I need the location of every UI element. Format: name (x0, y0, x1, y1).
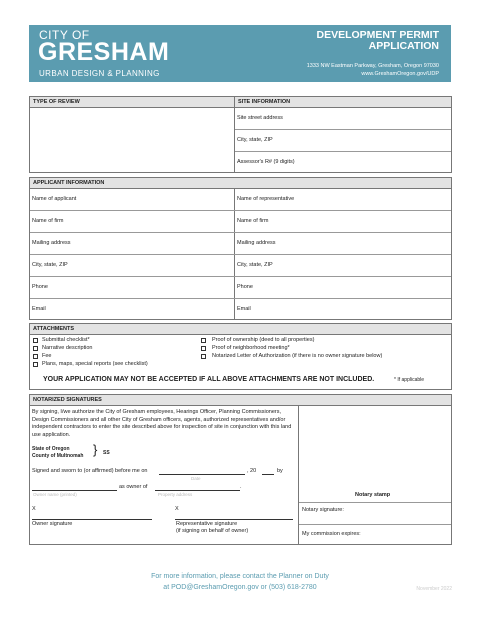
ss-label: SS (103, 450, 110, 456)
attach-authorization-label: Notarized Letter of Authorization (if there is no owner signature below) (212, 353, 383, 359)
footer-line1: For more information, please contact the Planner on Duty (151, 573, 329, 580)
form-date: November 2022 (416, 586, 452, 592)
commission-expires-label: My commission expires: (302, 531, 361, 537)
attach-neighborhood-label: Proof of neighborhood meeting* (212, 345, 290, 351)
checkbox-authorization[interactable] (201, 354, 206, 359)
owner-signature-line[interactable] (32, 519, 152, 520)
divider (30, 276, 451, 277)
owner-x-mark: X (32, 506, 36, 512)
applicant-email-label: Email (32, 306, 46, 312)
period-mark: . (240, 484, 242, 490)
property-address-hint: Property address (158, 492, 193, 497)
type-of-review-heading: TYPE OF REVIEW (29, 96, 235, 108)
if-applicable-note: * If applicable (394, 377, 425, 383)
divider (235, 129, 451, 130)
checkbox-narrative[interactable] (33, 346, 38, 351)
applicant-city-label: City, state, ZIP (32, 262, 68, 268)
notary-signature-label: Notary signature: (302, 507, 344, 513)
rep-name-label: Name of representative (237, 196, 295, 202)
site-information-heading: SITE INFORMATION (234, 96, 452, 108)
attach-submittal-label: Submittal checklist* (42, 337, 90, 343)
divider (30, 210, 451, 211)
rep-x-mark: X (175, 506, 179, 512)
checkbox-plans[interactable] (33, 362, 38, 367)
form-title-line1: DEVELOPMENT PERMIT (316, 29, 439, 41)
notary-stamp-label: Notary stamp (355, 492, 391, 498)
checkbox-neighborhood[interactable] (201, 346, 206, 351)
date-hint: Date (191, 476, 201, 481)
divider (30, 254, 451, 255)
applicant-mailing-label: Mailing address (32, 240, 71, 246)
owner-name-line[interactable] (32, 490, 117, 491)
form-title (239, 30, 439, 52)
header-banner (29, 25, 451, 82)
attach-ownership-label: Proof of ownership (deed to all properties) (212, 337, 315, 343)
sworn-label: Signed and sworn to (or affirmed) before me on (32, 468, 148, 474)
divider (30, 298, 451, 299)
notarized-heading: NOTARIZED SIGNATURES (29, 394, 452, 406)
attach-narrative-label: Narrative description (42, 345, 93, 351)
type-of-review-field[interactable] (29, 107, 235, 173)
site-city-label: City, state, ZIP (237, 137, 273, 143)
divider (30, 232, 451, 233)
rep-firm-label: Name of firm (237, 218, 269, 224)
year-prefix: , 20 (247, 468, 257, 474)
rep-signature-label: Representative signature (176, 521, 238, 527)
logo-department: URBAN DESIGN & PLANNING (39, 69, 160, 78)
logo-city-of: CITY OF (39, 28, 90, 42)
attachments-heading: ATTACHMENTS (29, 323, 452, 335)
rep-city-label: City, state, ZIP (237, 262, 273, 268)
owner-of-label: as owner of (119, 484, 148, 490)
divider (299, 502, 451, 503)
authorization-paragraph: By signing, I/we authorize the City of Gresham employees, Hearings Officer, Planning Commissioners, Design Commissioners and all other City of Gresham officers, agents, authorized representatives and/or independent contractors to enter the site described above for inspection of site in conjunction with this land use application. (32, 409, 292, 438)
applicant-firm-label: Name of firm (32, 218, 64, 224)
state-label: State of Oregon (32, 446, 70, 452)
applicant-phone-label: Phone (32, 284, 48, 290)
brace-icon: } (93, 442, 98, 457)
header-address: 1333 NW Eastman Parkway, Gresham, Oregon 97030 (306, 63, 439, 69)
header-url[interactable]: www.GreshamOregon.gov/UDP (361, 71, 439, 77)
checkbox-ownership[interactable] (201, 338, 206, 343)
form-title-line2: APPLICATION (368, 40, 439, 52)
attach-fee-label: Fee (42, 353, 52, 359)
footer-contact (0, 571, 480, 593)
assessor-label: Assessor's R# (9 digits) (237, 159, 295, 165)
logo-gresham: GRESHAM (38, 38, 170, 66)
property-address-line[interactable] (155, 490, 240, 491)
rep-mailing-label: Mailing address (237, 240, 276, 246)
applicant-info-heading: APPLICANT INFORMATION (29, 177, 452, 189)
applicant-name-label: Name of applicant (32, 196, 77, 202)
rep-phone-label: Phone (237, 284, 253, 290)
owner-signature-label: Owner signature (32, 521, 73, 527)
rep-signature-line[interactable] (175, 519, 293, 520)
rep-email-label: Email (237, 306, 251, 312)
date-line[interactable] (159, 474, 245, 475)
owner-name-hint: Owner name (printed) (33, 492, 77, 497)
footer-line2[interactable]: at POD@GreshamOregon.gov or (503) 618-2780 (163, 584, 317, 591)
by-label: by (277, 468, 283, 474)
header-contact (219, 62, 439, 78)
attachments-warning: YOUR APPLICATION MAY NOT BE ACCEPTED IF ALL ABOVE ATTACHMENTS ARE NOT INCLUDED. (43, 376, 375, 383)
attach-plans-label: Plans, maps, special reports (see checklist) (42, 361, 148, 367)
year-line[interactable] (262, 474, 274, 475)
county-label: County of Multnomah (32, 453, 84, 459)
rep-signature-note: (if signing on behalf of owner) (176, 528, 249, 534)
checkbox-submittal[interactable] (33, 338, 38, 343)
divider (299, 524, 451, 525)
checkbox-fee[interactable] (33, 354, 38, 359)
site-address-label: Site street address (237, 115, 283, 121)
divider (235, 151, 451, 152)
